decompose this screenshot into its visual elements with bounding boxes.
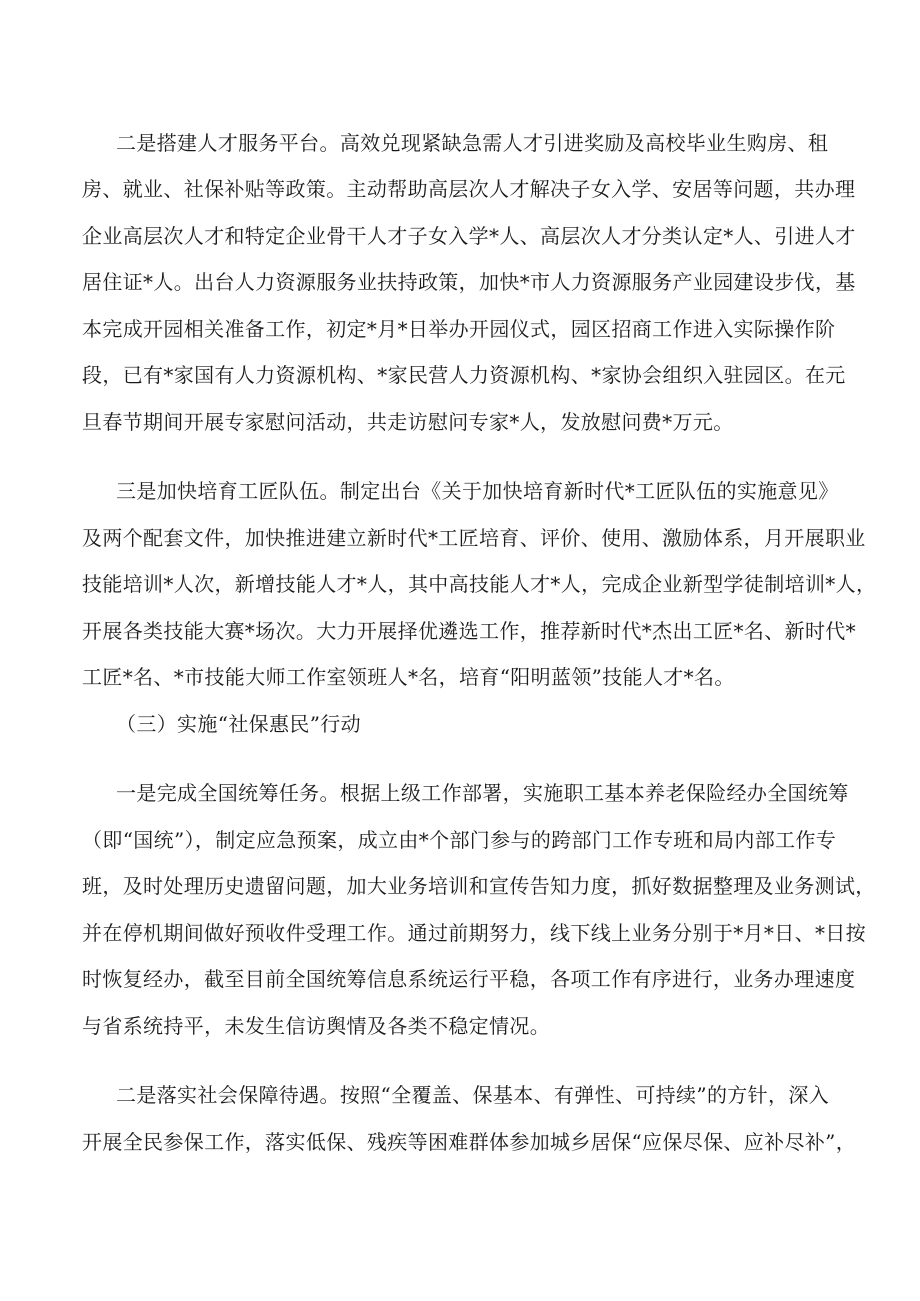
text-line: 时恢复经办，截至目前全国统筹信息系统运行平稳，各项工作有序进行，业务办理速度 — [82, 967, 856, 991]
text-line: 一是完成全国统筹任务。根据上级工作部署，实施职工基本养老保险经办全国统筹 — [116, 781, 849, 805]
text-line: 工匠*名、*市技能大师工作室领班人*名，培育“阳明蓝领”技能人才*名。 — [82, 665, 735, 689]
text-line: （即“国统”），制定应急预案，成立由*个部门参与的跨部门工作专班和局内部工作专 — [82, 828, 837, 852]
text-line: 本完成开园相关准备工作，初定*月*日举办开园仪式，园区招商工作进入实际操作阶 — [82, 317, 836, 341]
text-line: 与省系统持平，未发生信访舆情及各类不稳定情况。 — [82, 1014, 551, 1038]
text-line: 三是加快培育工匠队伍。制定出台《关于加快培育新时代*工匠队伍的实施意见》 — [116, 479, 839, 503]
text-line: 开展各类技能大赛*场次。大力开展择优遴选工作，推荐新时代*杰出工匠*名、新时代* — [82, 619, 856, 643]
text-line: 二是搭建人才服务平台。高效兑现紧缺急需人才引进奖励及高校毕业生购房、租 — [116, 131, 829, 155]
text-line: 企业高层次人才和特定企业骨干人才子女入学*人、高层次人才分类认定*人、引进人才 — [82, 224, 856, 248]
section-heading: （三）实施“社保惠民”行动 — [116, 712, 361, 736]
text-line: 居住证*人。出台人力资源服务业扶持政策，加快*市人力资源服务产业园建设步伐，基 — [82, 270, 856, 294]
text-line: 段，已有*家国有人力资源机构、*家民营人力资源机构、*家协会组织入驻园区。在元 — [82, 363, 846, 387]
text-line: 及两个配套文件，加快推进建立新时代*工匠培育、评价、使用、激励体系，月开展职业 — [82, 526, 866, 550]
text-line: 房、就业、社保补贴等政策。主动帮助高层次人才解决子女入学、安居等问题，共办理 — [82, 177, 856, 201]
text-line: 旦春节期间开展专家慰问活动，共走访慰问专家*人，发放慰问费*万元。 — [82, 410, 734, 434]
text-line: 技能培训*人次，新增技能人才*人，其中高技能人才*人，完成企业新型学徒制培训*人， — [82, 572, 877, 596]
text-line: 二是落实社会保障待遇。按照“全覆盖、保基本、有弹性、可持续”的方针，深入 — [116, 1083, 830, 1107]
text-line: 并在停机期间做好预收件受理工作。通过前期努力，线下线上业务分别于*月*日、*日按 — [82, 921, 866, 945]
text-line: 班，及时处理历史遗留问题，加大业务培训和宣传告知力度，抓好数据整理及业务测试， — [82, 874, 876, 898]
text-line: 开展全民参保工作，落实低保、残疾等困难群体参加城乡居保“应保尽保、应补尽补”， — [82, 1130, 857, 1154]
